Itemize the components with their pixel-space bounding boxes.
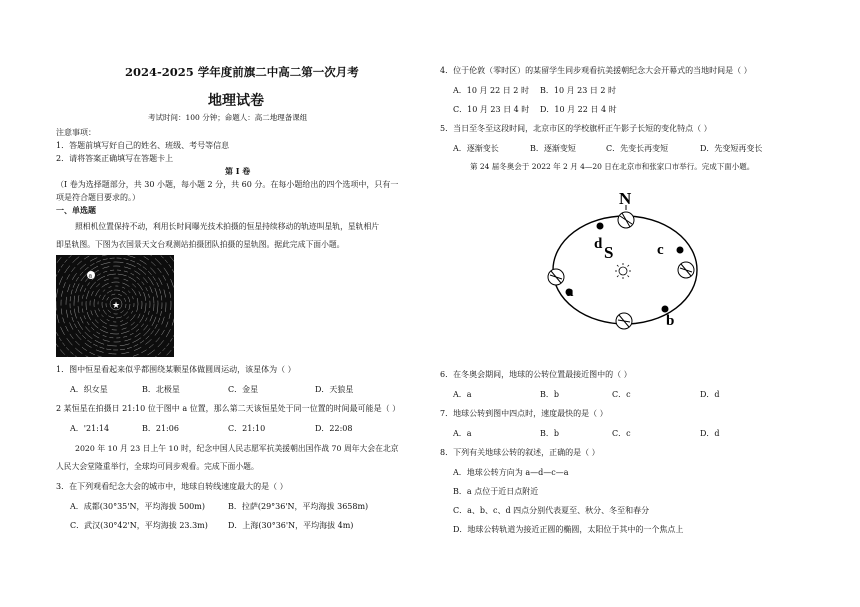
q2-stem: 2 某恒星在拍摄日 21:10 位于图中 a 位置，那么第二天该恒星处于同一位置的时间最可能是（ ） — [56, 404, 401, 413]
label-d: d — [594, 236, 603, 252]
q5-option[interactable]: C．先变长再变短 — [606, 144, 669, 153]
section-title: 第 I 卷 — [225, 166, 251, 176]
q8-option[interactable]: D．地球公转轨道为接近正圆的椭圆，太阳位于其中的一个焦点上 — [453, 525, 684, 534]
q6-stem: 6．在冬奥会期间，地球的公转位置最接近图中的（ ） — [440, 370, 632, 379]
q7-stem: 7．地球公转到图中四点时，速度最快的是（ ） — [440, 409, 608, 418]
exam-title: 2024-2025 学年度前旗二中高二第一次月考 — [125, 65, 359, 79]
q8-option[interactable]: B．a 点位于近日点附近 — [453, 487, 539, 496]
q6-option[interactable]: B．b — [540, 390, 559, 399]
q6-option[interactable]: C．c — [612, 390, 631, 399]
q3-stem: 3．在下列观看纪念大会的城市中，地球自转线速度最大的是（ ） — [56, 482, 288, 491]
q5-option[interactable]: D．先变短再变长 — [700, 144, 763, 153]
orbit-ellipse — [553, 216, 697, 324]
part-title: 一、单选题 — [56, 205, 96, 215]
q1-option[interactable]: C．金星 — [228, 385, 259, 394]
q3-option[interactable]: A．成都(30°35'N，平均海拔 500m) — [70, 502, 205, 511]
label-c: c — [657, 242, 664, 258]
label-n: N — [619, 189, 632, 208]
star-trail-photo — [56, 255, 174, 357]
q7-option[interactable]: A．a — [453, 429, 472, 438]
q4-option[interactable]: C．10 月 23 日 4 时 — [453, 105, 530, 114]
section-desc: 项是符合题目要求的。） — [56, 193, 140, 202]
label-b: b — [666, 313, 675, 329]
orbit-point-d — [597, 223, 604, 230]
pole-star-icon: ★ — [112, 301, 121, 311]
q5-option[interactable]: B．逐渐变短 — [530, 144, 576, 153]
q5-option[interactable]: A．逐渐变长 — [453, 144, 499, 153]
q2-option[interactable]: D．22:08 — [315, 424, 353, 433]
q6-option[interactable]: A．a — [453, 390, 472, 399]
q3-option[interactable]: D．上海(30°36'N，平均海拔 4m) — [228, 521, 354, 530]
orbit-point-c — [677, 247, 684, 254]
q1-option[interactable]: D．天狼星 — [315, 385, 354, 394]
note-item: 1．答题前填写好自己的姓名、班级、考号等信息 — [56, 141, 230, 150]
label-s: S — [604, 243, 614, 262]
q7-option[interactable]: C．c — [612, 429, 631, 438]
intro-paragraph: 2020 年 10 月 23 日上午 10 时，纪念中国人民志愿军抗美援朝出国作战 70 周年大会在北京 — [75, 444, 399, 453]
q3-option[interactable]: C．武汉(30°42'N，平均海拔 23.3m) — [70, 521, 208, 530]
q1-option[interactable]: A．织女星 — [70, 385, 108, 394]
orbit-diagram — [540, 180, 710, 340]
notes-heading: 注意事项： — [56, 128, 96, 137]
earth-top-icon — [618, 205, 634, 228]
q1-option[interactable]: B．北极星 — [142, 385, 180, 394]
intro-paragraph: 即星轨图。下图为衣国景天文台观测站拍摄团队拍摄的星轨图。据此完成下面小题。 — [56, 240, 345, 249]
q5-stem: 5．当日至冬至这段时间，北京市区的学校旗杆正午影子长短的变化特点（ ） — [440, 124, 712, 133]
q7-option[interactable]: D．d — [700, 429, 720, 438]
intro-paragraph: 第 24 届冬奥会于 2022 年 2 月 4—20 日在北京市和张家口市举行。完成下面小题。 — [470, 162, 755, 171]
earth-bottom-icon — [616, 313, 632, 329]
label-a: a — [566, 284, 574, 300]
intro-paragraph: 人民大会堂隆重举行，全球均可同步观看。完成下面小题。 — [56, 462, 259, 471]
intro-paragraph: 照相机位置保持不动，利用长时间曝光技术拍摄的恒星持续移动的轨迹叫星轨，星轨相片 — [75, 222, 380, 231]
q8-option[interactable]: C．a、b、c、d 四点分别代表夏至、秋分、冬至和春分 — [453, 506, 650, 515]
note-item: 2．请将答案正确填写在答题卡上 — [56, 154, 174, 163]
earth-right-icon — [678, 262, 694, 278]
star-trail-svg — [56, 255, 174, 357]
q7-option[interactable]: B．b — [540, 429, 559, 438]
q4-option[interactable]: B．10 月 23 日 2 时 — [540, 86, 617, 95]
q1-stem: 1．图中恒星看起来似乎都围绕某颗星体做圆周运动，该星体为（ ） — [56, 365, 296, 374]
subject-title: 地理试卷 — [208, 93, 264, 109]
q4-option[interactable]: D．10 月 22 日 4 时 — [540, 105, 617, 114]
q6-option[interactable]: D．d — [700, 390, 720, 399]
orbit-point-b — [662, 306, 669, 313]
sun-icon — [615, 263, 631, 279]
label-a: a — [88, 272, 93, 280]
q2-option[interactable]: B．21:06 — [142, 424, 179, 433]
section-desc: （I 卷为选择题部分，共 30 小题，每小题 2 分，共 60 分。在每小题给出的四个选项中，只有一 — [56, 180, 399, 189]
q2-option[interactable]: C．21:10 — [228, 424, 266, 433]
q8-stem: 8．下列有关地球公转的叙述，正确的是（ ） — [440, 448, 600, 457]
earth-left-icon — [548, 269, 564, 285]
q8-option[interactable]: A．地球公转方向为 a—d—c—a — [453, 468, 569, 477]
q4-option[interactable]: A．10 月 22 日 2 时 — [453, 86, 529, 95]
q3-option[interactable]: B．拉萨(29°36'N，平均海拔 3658m) — [228, 502, 369, 511]
exam-info: 考试时间：100 分钟；命题人：高二地理备课组 — [148, 113, 308, 122]
q4-stem: 4．位于伦敦（零时区）的某留学生同步观看抗美援朝纪念大会开幕式的当地时间是（ ） — [440, 66, 752, 75]
q2-option[interactable]: A．'21:14 — [70, 424, 110, 433]
